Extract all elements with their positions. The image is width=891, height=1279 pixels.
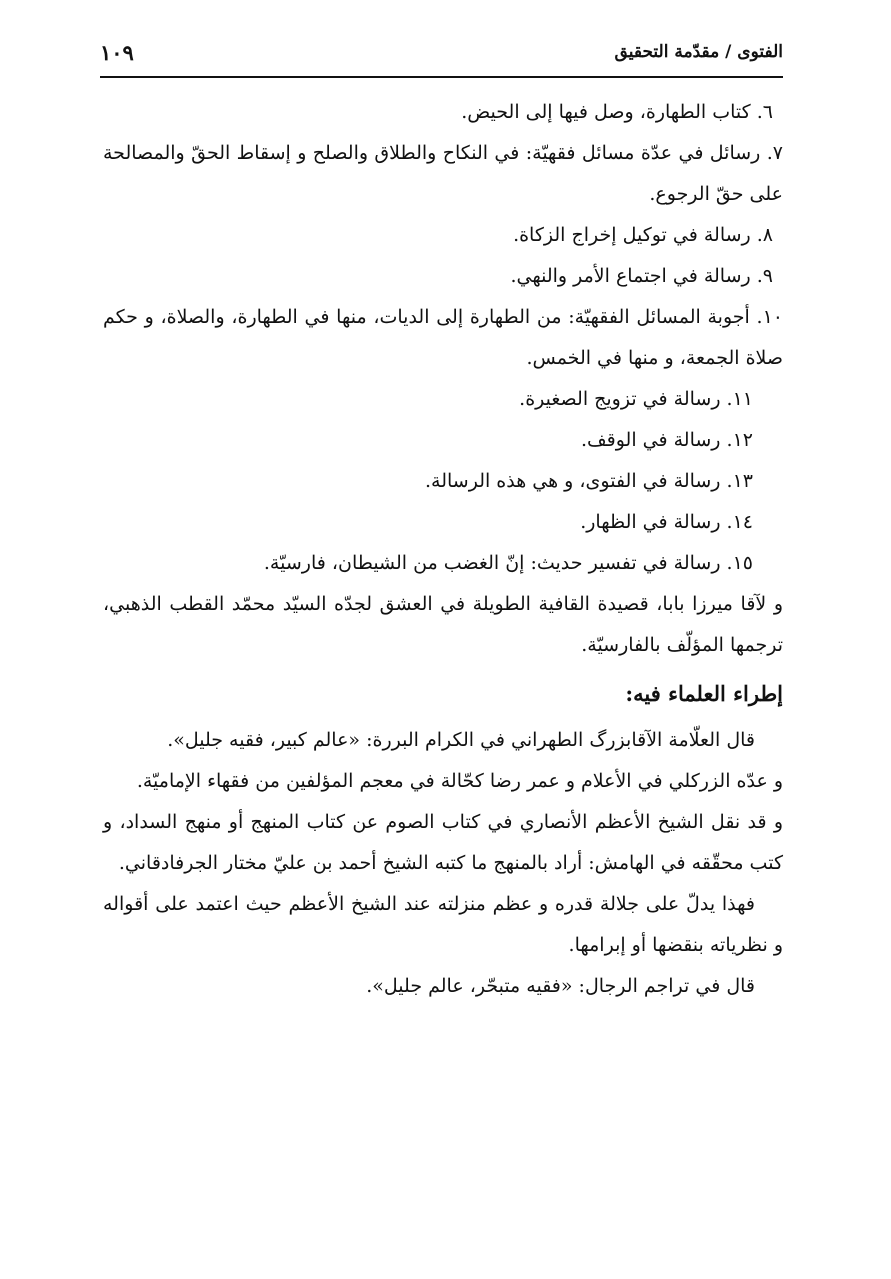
note-paragraph: و لآقا ميرزا بابا، قصيدة القافية الطويلة في العشق لجدّه السيّد محمّد القطب الذهبي، ترجمها المؤلّف بالفارسيّة. [103,593,783,656]
work-item-12: ١٢. رسالة في الوقف. [580,429,753,451]
work-item-6: ٦. كتاب الطهارة، وصل فيها إلى الحيض. [461,101,773,123]
praise-paragraph-4: فهذا يدلّ على جلالة قدره و عظم منزلته عند الشيخ الأعظم حيث اعتمد على أقواله و نظرياته بنقضها أو إبرامها. [103,893,783,956]
work-item-10: ١٠. أجوبة المسائل الفقهيّة: من الطهارة إلى الديات، منها في الطهارة، والصلاة، و حكم صلاة الجمعة، و منها في الخمس. [103,306,783,369]
work-item-14: ١٤. رسالة في الظهار. [580,511,753,533]
work-item-7: ٧. رسائل في عدّة مسائل فقهيّة: في النكاح والطلاق والصلح و إسقاط الحقّ والمصالحة على حقّ الرجوع. [103,142,783,205]
praise-paragraph-2: و عدّه الزركلي في الأعلام و عمر رضا كحّالة في معجم المؤلفين من فقهاء الإماميّة. [136,770,783,792]
page-header [100,38,783,78]
section-heading: إطراء العلماء فيه: [625,681,783,706]
page-number: ١٠٩ [100,40,134,65]
running-head: الفتوى / مقدّمة التحقيق [614,42,783,62]
praise-quote-5: قال في تراجم الرجال: «فقيه متبحّر، عالم جليل». [366,975,755,997]
work-item-13: ١٣. رسالة في الفتوى، و هي هذه الرسالة. [424,470,753,492]
work-item-11: ١١. رسالة في تزويج الصغيرة. [519,388,753,410]
praise-quote-1: قال العلّامة الآقابزرگ الطهراني في الكرام البررة: «عالم كبير، فقيه جليل». [167,729,755,751]
work-item-15: ١٥. رسالة في تفسير حديث: إنّ الغضب من الشيطان، فارسيّة. [263,552,753,574]
work-item-8: ٨. رسالة في توكيل إخراج الزكاة. [513,224,773,246]
praise-paragraph-3: و قد نقل الشيخ الأعظم الأنصاري في كتاب الصوم عن كتاب المنهج أو منهج السداد، و كتب محقّقه في الهامش: أراد بالمنهج ما كتبه الشيخ أحمد بن عليّ مختار الجرفادقاني. [103,811,783,874]
work-item-9: ٩. رسالة في اجتماع الأمر والنهي. [510,265,773,287]
page-body [103,92,783,1007]
